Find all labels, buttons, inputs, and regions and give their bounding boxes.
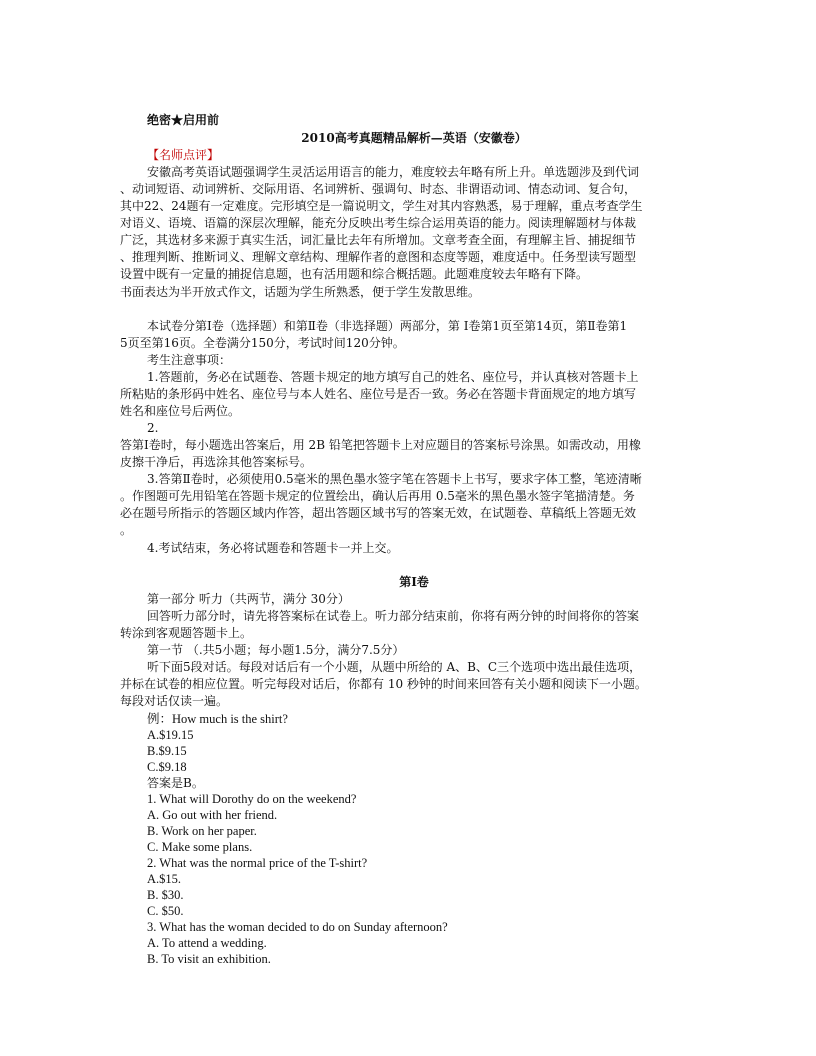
notice-line: 3.答第Ⅱ卷时，必须使用0.5毫米的黑色墨水签字笔在答题卡上书写，要求字体工整，笔迹清晰: [147, 472, 642, 486]
question-option: C. $50.: [147, 904, 184, 918]
section1-title: 第一节 （.共5小题；每小题1.5分，满分7.5分）: [147, 643, 405, 657]
notice-line: 所粘贴的条形码中姓名、座位号与本人姓名、座位号是否一致。务必在答题卡背面规定的地方填写: [120, 387, 637, 401]
question: 3. What has the woman decided to do on Sunday afternoon?: [147, 920, 448, 934]
notice-title: 考生注意事项：: [147, 353, 232, 367]
part1-line: 回答听力部分时，请先将答案标在试卷上。听力部分结束前，你将有两分钟的时间将你的答案: [147, 609, 640, 623]
example-option: B.$9.15: [147, 744, 187, 758]
notice-line: 必在题号所指示的答题区域内作答，超出答题区域书写的答案无效，在试题卷、草稿纸上答题无效: [120, 506, 637, 520]
example-option: C.$9.18: [147, 760, 187, 774]
question-option: B. $30.: [147, 888, 184, 902]
comment-label: 【名师点评】: [147, 148, 220, 162]
comment-line: 书面表达为半开放式作文，话题为学生所熟悉，便于学生发散思维。: [120, 285, 481, 299]
notice-line: 2.: [147, 421, 159, 435]
notice-line: 皮擦干净后，再选涂其他答案标号。: [120, 455, 313, 469]
question-option: A. Go out with her friend.: [147, 808, 278, 822]
notice-line: 答第Ⅰ卷时，每小题选出答案后，用 2B 铅笔把答题卡上对应题目的答案标号涂黑。如需改动，用橡: [120, 438, 641, 452]
notice-line: 姓名和座位号后两位。: [120, 404, 241, 418]
question-option: A.$15.: [147, 872, 182, 886]
part1-line: 转涂到客观题答题卡上。: [120, 626, 253, 640]
intro-line: 5页至第16页。全卷满分150分，考试时间120分钟。: [120, 336, 405, 350]
question: 1. What will Dorothy do on the weekend?: [147, 792, 357, 806]
volume-title: 第Ⅰ卷: [399, 575, 429, 589]
section1-line: 并标在试卷的相应位置。听完每段对话后，你都有 10 秒钟的时间来回答有关小题和阅读下一小题。: [120, 677, 647, 691]
document-title: 2010高考真题精品解析—英语（安徽卷）: [301, 131, 527, 145]
notice-line: 4.考试结束，务必将试题卷和答题卡一并上交。: [147, 541, 399, 555]
comment-line: 、动词短语、动词辨析、交际用语、名词辨析、强调句、时态、非谓语动词、情态动词、复合句，: [120, 182, 637, 196]
question-option: B. Work on her paper.: [147, 824, 257, 838]
comment-line: 设置中既有一定量的捕捉信息题，也有活用题和综合概括题。此题难度较去年略有下降。: [120, 267, 589, 281]
intro-line: 本试卷分第Ⅰ卷（选择题）和第Ⅱ卷（非选择题）两部分，第 Ⅰ卷第1页至第14页，第Ⅱ卷第1: [147, 319, 628, 333]
comment-line: 、推理判断、推断词义、理解文章结构、理解作者的意图和态度等题，难度适中。任务型读写题型: [120, 250, 637, 264]
comment-line: 安徽高考英语试题强调学生灵活运用语言的能力，难度较去年略有所上升。单选题涉及到代词: [147, 165, 640, 179]
question-option: B. To visit an exhibition.: [147, 952, 271, 966]
notice-line: 。作图题可先用铅笔在答题卡规定的位置绘出，确认后再用 0.5毫米的黑色墨水签字笔描清楚。务: [120, 489, 635, 503]
notice-line: 1.答题前，务必在试题卷、答题卡规定的地方填写自己的姓名、座位号，并认真核对答题卡上: [147, 370, 639, 384]
comment-line: 对语义、语境、语篇的深层次理解，能充分反映出考生综合运用英语的能力。阅读理解题材与体裁: [120, 216, 637, 230]
notice-line: 。: [120, 523, 133, 537]
comment-line: 其中22、24题有一定难度。完形填空是一篇说明文，学生对其内容熟悉，易于理解，重点考查学生: [120, 199, 643, 213]
example-question: 例：How much is the shirt?: [147, 712, 288, 726]
question: 2. What was the normal price of the T-shirt?: [147, 856, 368, 870]
example-answer: 答案是B。: [147, 776, 204, 790]
example-option: A.$19.15: [147, 728, 194, 742]
question-option: A. To attend a wedding.: [147, 936, 267, 950]
comment-line: 广泛，其选材多来源于真实生活，词汇量比去年有所增加。文章考查全面，有理解主旨、捕捉细节: [120, 233, 637, 247]
section1-line: 听下面5段对话。每段对话后有一个小题，从题中所给的 A、B、C三个选项中选出最佳选项，: [147, 660, 642, 674]
question-option: C. Make some plans.: [147, 840, 253, 854]
confidential-mark: 绝密★启用前: [147, 113, 220, 127]
section1-line: 每段对话仅读一遍。: [120, 694, 229, 708]
part1-title: 第一部分 听力（共两节，满分 30分）: [147, 592, 350, 606]
